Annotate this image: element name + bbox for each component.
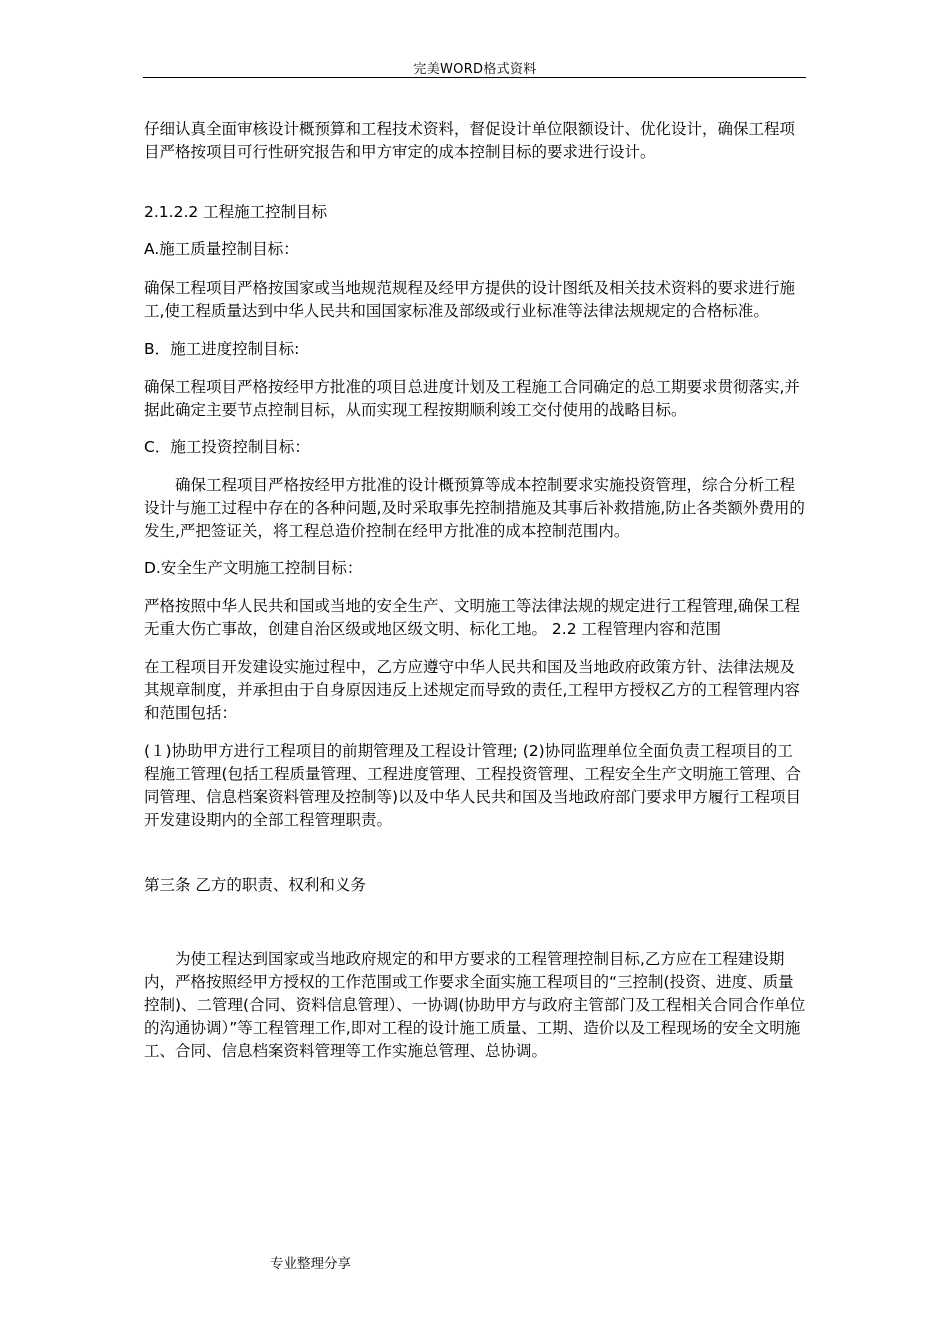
- header-rule: [143, 77, 806, 78]
- subheading-quality: A.施工质量控制目标：: [144, 240, 299, 258]
- paragraph-safety: 严格按照中华人民共和国或当地的安全生产、文明施工等法律法规的规定进行工程管理,确保工程无重大伤亡事故，创建自治区级或地区级文明、标化工地。 2.2 工程管理内容和范围: [144, 597, 800, 638]
- article-heading: 第三条 乙方的职责、权利和义务: [144, 876, 366, 894]
- paragraph-design-review: 仔细认真全面审核设计概预算和工程技术资料，督促设计单位限额设计、优化设计，确保工程项目严格按项目可行性研究报告和甲方审定的成本控制目标的要求进行设计。: [144, 120, 796, 161]
- paragraph-investment: 确保工程项目严格按经甲方批准的设计概预算等成本控制要求实施投资管理，综合分析工程设计与施工过程中存在的各种问题,及时采取事先控制措施及其事后补救措施,防止各类额外费用的发生,严把签证关，将工程总造价控制在经甲方批准的成本控制范围内。: [144, 476, 805, 540]
- section-heading-2122: 2.1.2.2 工程施工控制目标: [144, 203, 328, 221]
- subheading-schedule: B．施工进度控制目标:: [144, 340, 300, 358]
- subheading-investment: C．施工投资控制目标：: [144, 438, 310, 456]
- paragraph-scope-items: (１)协助甲方进行工程项目的前期管理及工程设计管理; (2)协同监理单位全面负责工程项目的工程施工管理(包括工程质量管理、工程进度管理、工程投资管理、工程安全生产文明施工管理、合同管理、信息档案资料管理及控制等)以及中华人民共和国及当地政府部门要求甲方履行工程项目开发建设期内的全部工程管理职责。: [144, 742, 802, 829]
- document-body: [144, 118, 808, 1063]
- paragraph-scope: 在工程项目开发建设实施过程中，乙方应遵守中华人民共和国及当地政府政策方针、法律法规及其规章制度，并承担由于自身原因违反上述规定而导致的责任,工程甲方授权乙方的工程管理内容和范围包括：: [144, 658, 800, 722]
- subheading-safety: D.安全生产文明施工控制目标：: [144, 559, 363, 577]
- paragraph-responsibilities: 为使工程达到国家或当地政府规定的和甲方要求的工程管理控制目标,乙方应在工程建设期内，严格按照经甲方授权的工作范围或工作要求全面实施工程项目的“三控制(投资、进度、质量控制)、二管理(合同、资料信息管理）、一协调(协助甲方与政府主管部门及工程相关合同合作单位的沟通协调）”等工程管理工作,即对工程的设计施工质量、工期、造价以及工程现场的安全文明施工、合同、信息档案资料管理等工作实施总管理、总协调。: [144, 950, 806, 1060]
- paragraph-quality: 确保工程项目严格按国家或当地规范规程及经甲方提供的设计图纸及相关技术资料的要求进行施工,使工程质量达到中华人民共和国国家标准及部级或行业标准等法律法规规定的合格标准。: [144, 279, 796, 320]
- paragraph-schedule: 确保工程项目严格按经甲方批准的项目总进度计划及工程施工合同确定的总工期要求贯彻落实,并据此确定主要节点控制目标，从而实现工程按期顺利竣工交付使用的战略目标。: [144, 378, 800, 419]
- page-footer: 专业整理分享: [270, 1256, 351, 1272]
- page-header: 完美WORD格式资料: [413, 62, 537, 77]
